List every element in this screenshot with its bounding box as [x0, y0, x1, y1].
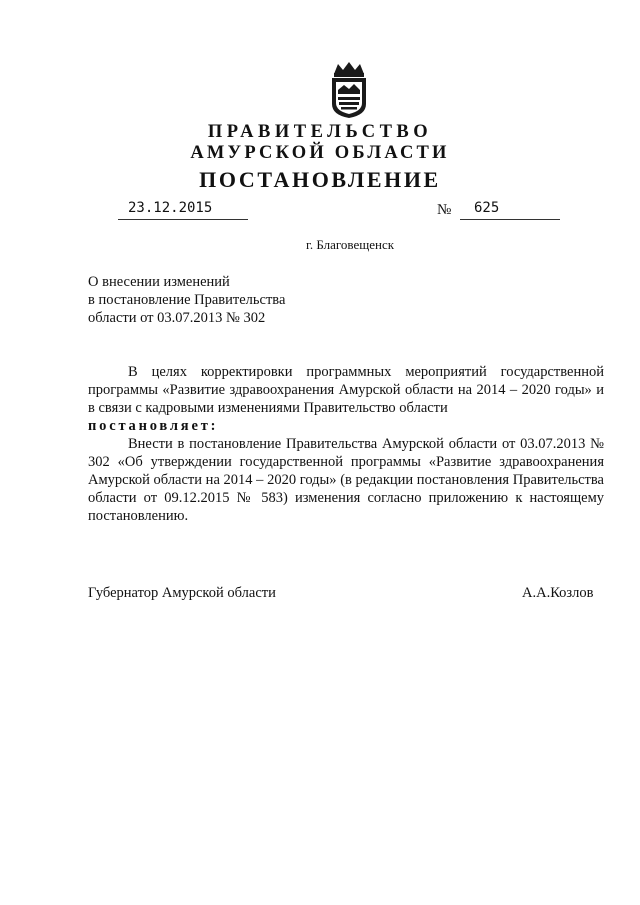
number-sign: № — [437, 202, 452, 218]
document-number: 625 — [474, 200, 500, 216]
subject-line-3: области от 03.07.2013 № 302 — [88, 310, 266, 326]
document-type-title: ПОСТАНОВЛЕНИЕ — [199, 167, 441, 192]
document-body — [88, 363, 604, 525]
signatory-name: А.А.Козлов — [522, 585, 594, 601]
document-subject — [88, 273, 285, 327]
resolution-paragraph: Внести в постановление Правительства Амурской области от 03.07.2013 № 302 «Об утверждении государственной программы «Развитие здравоохранения Амурской области на 2014 – 2020 годы» (в редакции постановления Правительства области от 09.12.2015 № 583) изменения согласно приложению к настоящему постановлению. — [88, 436, 604, 524]
org-name-line1: ПРАВИТЕЛЬСТВО — [207, 122, 433, 142]
signatory-position: Губернатор Амурской области — [88, 585, 276, 601]
subject-line-2: в постановление Правительства — [88, 292, 286, 308]
org-name-line2: АМУРСКОЙ ОБЛАСТИ — [190, 143, 450, 163]
resolves-word: постановляет: — [88, 418, 219, 434]
number-underline — [460, 219, 560, 220]
date-underline — [118, 219, 248, 220]
document-date: 23.12.2015 — [128, 200, 213, 216]
city-label: г. Благовещенск — [305, 237, 395, 252]
subject-line-1: О внесении изменений — [88, 274, 230, 290]
coat-of-arms-icon — [324, 60, 374, 120]
preamble-paragraph: В целях корректировки программных мероприятий государственной программы «Развитие здравоохранения Амурской области на 2014 – 2020 годы» и в связи с кадровыми изменениями Правительство области — [88, 364, 604, 416]
